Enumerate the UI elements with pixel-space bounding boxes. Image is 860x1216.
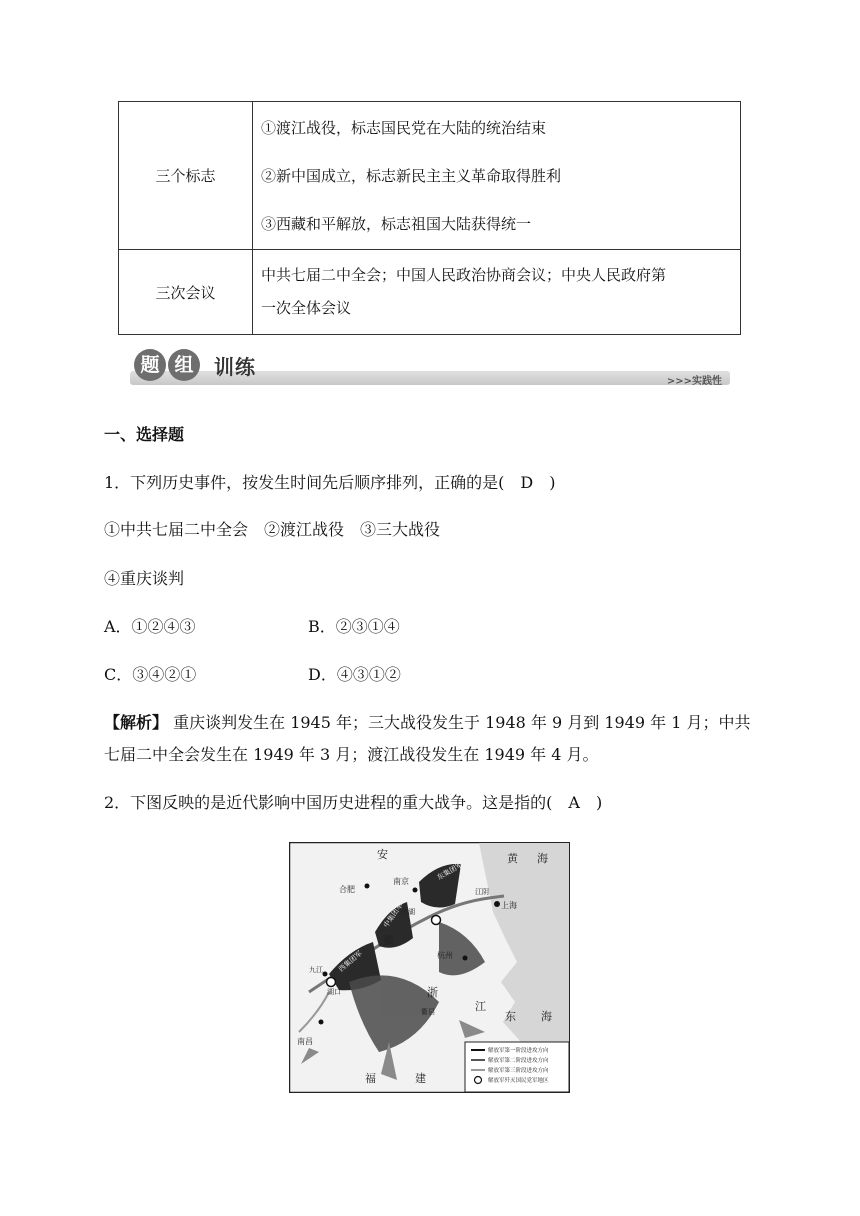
content-line: ③西藏和平解放，标志祖国大陆获得统一 — [261, 214, 532, 233]
table-row — [119, 102, 741, 250]
map-label: 合肥 — [339, 885, 355, 894]
map-label: 芜湖 — [401, 908, 415, 916]
option-b: B．②③①④ — [308, 617, 400, 636]
legend-item: 解放军第一阶段进攻方向 — [488, 1048, 549, 1054]
analysis-label: 【解析】 — [104, 713, 169, 732]
map-label: 衢县 — [421, 1008, 435, 1016]
content-line: 一次全体会议 — [261, 299, 352, 317]
map-label: 建 — [415, 1072, 426, 1085]
map-label: 福 — [365, 1072, 376, 1085]
summary-table — [118, 101, 741, 335]
option-c: C．③④②① — [104, 665, 197, 684]
practice-banner — [130, 345, 730, 387]
map-label: 九江 — [309, 966, 323, 974]
map-label: 杭州 — [437, 951, 453, 960]
map-label: 南昌 — [297, 1037, 313, 1046]
question-1-items-cont: ④重庆谈判 — [104, 569, 185, 588]
campaign-map — [289, 842, 570, 1093]
map-label: 海 — [537, 852, 548, 865]
map-label: 海 — [541, 1010, 552, 1023]
question-2-stem: 2．下图反映的是近代影响中国历史进程的重大战争。这是指的( A ) — [104, 793, 603, 812]
section-title: 一、选择题 — [104, 425, 185, 444]
map-label: 东 — [505, 1010, 516, 1023]
table-row — [119, 250, 741, 335]
question-1-items: ①中共七届二中全会 ②渡江战役 ③三大战役 — [104, 520, 441, 539]
map-label: 江阴 — [475, 888, 489, 896]
banner-char-2: 组 — [168, 349, 200, 381]
row-content — [253, 250, 741, 335]
map-label: 徽 — [383, 934, 394, 947]
map-label: 东集团军 — [436, 860, 465, 882]
banner-char-1: 题 — [134, 349, 166, 381]
map-label: 黄 — [507, 852, 518, 865]
row-content — [253, 102, 741, 250]
question-1-stem: 1．下列历史事件，按发生时间先后顺序排列，正确的是( D ) — [104, 473, 556, 492]
legend-item: 解放军第三阶段进攻方向 — [488, 1068, 549, 1074]
row-header: 三个标志 — [119, 102, 253, 250]
map-label: 上海 — [501, 901, 517, 910]
analysis-text: 重庆谈判发生在 1945 年；三大战役发生于 1948 年 9 月到 1949 年 1 月；中共 — [168, 713, 751, 732]
analysis-line-1 — [104, 710, 750, 733]
content-line: 中共七届二中全会；中国人民政治协商会议；中央人民政府第 — [261, 266, 667, 284]
map-legend — [465, 1042, 569, 1092]
map-label: 浙 — [427, 986, 438, 999]
map-label: 江 — [475, 1000, 486, 1013]
analysis-line-2: 七届二中全会发生在 1949 年 3 月；渡江战役发生在 1949 年 4 月。 — [104, 745, 599, 764]
map-label: 湖口 — [327, 988, 341, 996]
content-line: ②新中国成立，标志新民主主义革命取得胜利 — [261, 166, 562, 185]
banner-tag: >>>实践性 — [666, 376, 722, 387]
banner-title: 训练 — [214, 355, 256, 379]
legend-item: 解放军歼灭国民党军地区 — [488, 1078, 549, 1084]
option-a: A．①②④③ — [104, 617, 196, 636]
row-header: 三次会议 — [119, 250, 253, 335]
map-label: 中集团军 — [382, 901, 405, 930]
option-d: D．④③①② — [308, 665, 401, 684]
legend-item: 解放军第二阶段进攻方向 — [488, 1058, 549, 1064]
map-label: 西集团军 — [337, 949, 364, 974]
map-label: 安 — [377, 848, 388, 861]
map-label: 南京 — [393, 877, 409, 886]
content-line: ①渡江战役，标志国民党在大陆的统治结束 — [261, 118, 547, 137]
